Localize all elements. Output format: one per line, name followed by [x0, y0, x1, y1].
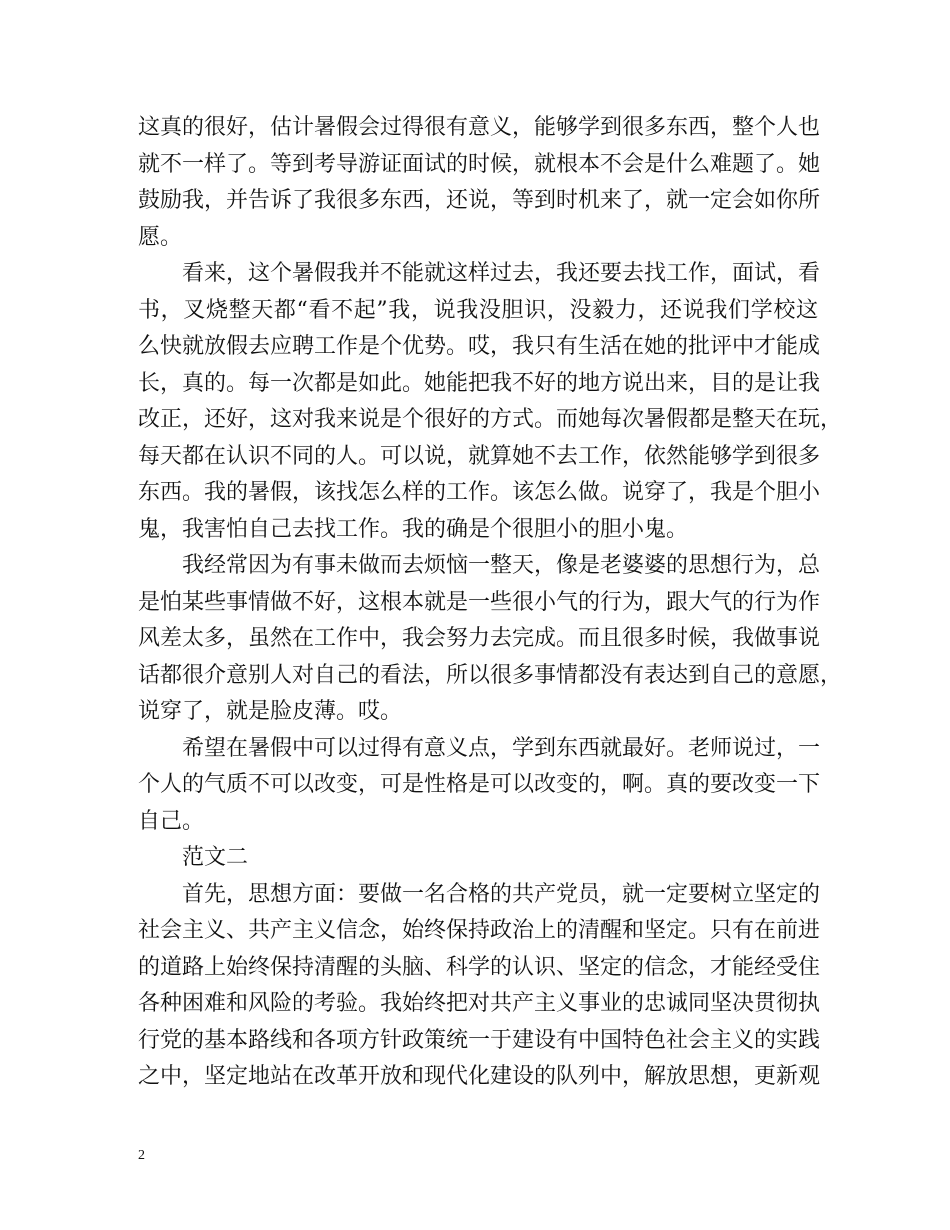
text-line: 话都很介意别人对自己的看法，所以很多事情都没有表达到自己的意愿， [138, 662, 843, 688]
text-line: 说穿了，就是脸皮薄。哎。 [138, 699, 403, 724]
text-line: 个人的气质不可以改变，可是性格是可以改变的，啊。真的要改变一下 [138, 772, 821, 797]
text-line: 行党的基本路线和各项方针政策统一于建设有中国特色社会主义的实践 [138, 1027, 821, 1053]
section-heading-text: 范文二 [182, 845, 249, 870]
document-body [138, 110, 843, 1096]
text-line: 看来，这个暑假我并不能就这样过去，我还要去找工作，面试，看 [182, 261, 821, 286]
text-line: 么快就放假去应聘工作是个优势。哎，我只有生活在她的批评中才能成 [138, 334, 821, 359]
section-heading [138, 840, 818, 877]
text-line: 东西。我的暑假，该找怎么样的工作。该怎么做。说穿了，我是个胆小 [138, 480, 821, 505]
text-line: 风差太多，虽然在工作中，我会努力去完成。而且很多时候，我做事说 [138, 626, 821, 651]
text-line: 的道路上始终保持清醒的头脑、科学的认识、坚定的信念，才能经受住 [138, 954, 821, 980]
text-line: 改正，还好，这对我来说是个很好的方式。而她每次暑假都是整天在玩， [138, 407, 843, 432]
text-line: 首先，思想方面：要做一名合格的共产党员，就一定要树立坚定的 [182, 881, 821, 907]
text-line: 鼓励我，并告诉了我很多东西，还说，等到时机来了，就一定会如你所 [138, 188, 821, 213]
text-line: 书，叉烧整天都“看不起”我，说我没胆识，没毅力，还说我们学校这 [138, 297, 818, 323]
text-line: 各种困难和风险的考验。我始终把对共产主义事业的忠诚同坚决贯彻执 [138, 991, 821, 1016]
text-line: 我经常因为有事未做而去烦恼一整天，像是老婆婆的思想行为，总 [182, 553, 821, 578]
text-line: 长，真的。每一次都是如此。她能把我不好的地方说出来，目的是让我 [138, 370, 821, 396]
paragraph [138, 110, 821, 256]
text-line: 每天都在认识不同的人。可以说，就算她不去工作，依然能够学到很多 [138, 443, 821, 469]
text-line: 就不一样了。等到考导游证面试的时候，就根本不会是什么难题了。她 [138, 151, 821, 177]
paragraph [138, 548, 843, 731]
paragraph [138, 731, 821, 841]
page-number: 2 [138, 1148, 145, 1163]
text-line: 自己。 [138, 808, 205, 834]
text-line: 是怕某些事情做不好，这根本就是一些很小气的行为，跟大气的行为作 [138, 589, 821, 615]
text-line: 鬼，我害怕自己去找工作。我的确是个很胆小的胆小鬼。 [138, 516, 689, 542]
paragraph [138, 877, 821, 1096]
text-line: 这真的很好，估计暑假会过得很有意义，能够学到很多东西，整个人也 [138, 115, 821, 140]
text-line: 希望在暑假中可以过得有意义点，学到东西就最好。老师说过，一 [182, 735, 821, 761]
paragraph [138, 256, 843, 548]
text-line: 愿。 [138, 224, 183, 250]
text-line: 社会主义、共产主义信念，始终保持政治上的清醒和坚定。只有在前进 [138, 918, 821, 943]
text-line: 之中，坚定地站在改革开放和现代化建设的队列中，解放思想，更新观 [138, 1064, 821, 1089]
